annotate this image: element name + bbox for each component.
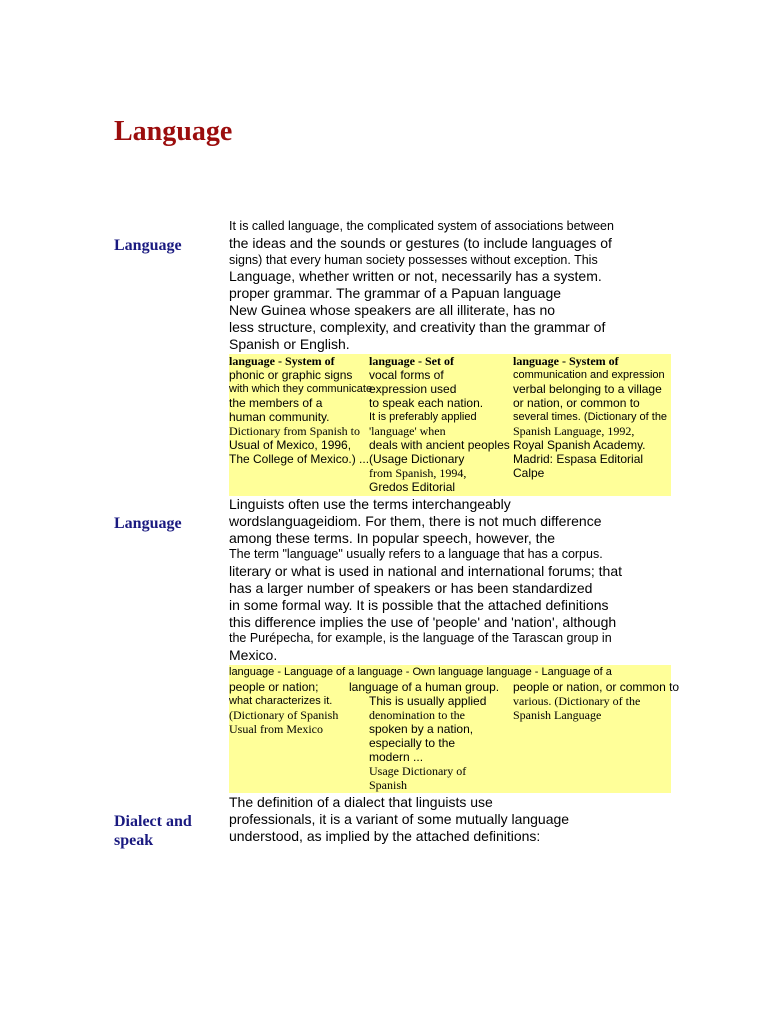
definition-line: with which they communicate [229,383,373,395]
paragraph-line: proper grammar. The grammar of a Papuan language [229,285,562,302]
definition-line: people or nation, or common to [513,680,680,694]
definition-line: (Usage Dictionary [369,452,465,466]
definition-column [369,680,486,792]
definition-line: spoken by a nation, [369,722,474,736]
paragraph-line: the ideas and the sounds or gestures (to include languages of [229,234,612,251]
definition-line: deals with ancient peoples [369,438,510,452]
definition-line: to speak each nation. [369,396,484,410]
definition-line: modern ... [369,750,424,764]
definition-column [229,680,338,736]
definition-line: Usual of Mexico, 1996, [229,438,352,452]
paragraph-line: The definition of a dialect that linguists use [229,794,493,810]
definition-line: Spanish Language [513,708,602,722]
definition-line: Usage Dictionary of [369,764,467,778]
section-paragraph [229,496,674,664]
definition-line: verbal belonging to a village [513,382,662,396]
definitions-table [229,354,671,496]
definition-line: It is preferably applied [369,411,477,423]
paragraph-line: Spanish or English. [229,335,350,352]
definition-line: vocal forms of [369,368,444,382]
paragraph-line: less structure, complexity, and creativity than the grammar of [229,318,606,335]
paragraph-line: wordslanguageidiom. For them, there is not much difference [229,512,602,529]
definition-line: Usual from Mexico [229,722,323,736]
definition-line: denomination to the [369,708,465,722]
definitions-top-line-wrap [229,665,612,679]
paragraph-line: Linguists often use the terms interchangeably [229,496,511,512]
section-paragraph [229,218,674,352]
paragraph-line: the Purépecha, for example, is the language of the Tarascan group in [229,631,612,646]
definition-column [369,354,510,494]
paragraph-line: in some formal way. It is possible that the attached definitions [229,596,609,613]
definition-line: Spanish Language, 1992, [513,424,635,438]
definition-line: Gredos Editorial [369,480,456,494]
definition-line: language - System of [513,354,619,368]
paragraph-line: New Guinea whose speakers are all illiterate, has no [229,301,556,318]
definition-line: various. (Dictionary of the [513,694,641,708]
definition-column-overlap [349,680,499,694]
definition-line: language - System of [229,354,335,368]
definition-line: people or nation; [229,680,319,694]
paragraph-line: among these terms. In popular speech, however, the [229,529,556,546]
paragraph-line: understood, as implied by the attached definitions: [229,827,541,844]
paragraph-line: signs) that every human society possesses without exception. This [229,252,598,267]
paragraph-line: Mexico. [229,647,278,664]
paragraph-line: It is called language, the complicated system of associations between [229,219,614,233]
definition-line: Royal Spanish Academy. [513,438,646,452]
paragraph-line: literary or what is used in national and international forums; that [229,563,622,580]
definition-line: expression used [369,382,457,396]
definition-line: several times. (Dictionary of the [513,411,668,423]
paragraph-line: this difference implies the use of 'people' and 'nation', although [229,613,617,630]
definition-line: or nation, or common to [513,396,640,410]
definition-line: This is usually applied [369,694,487,708]
definition-line: language - Language of a language - Own language language - Language of a [229,666,612,678]
paragraph-line: Language, whether written or not, necessarily has a system. [229,268,602,285]
definition-line: Calpe [513,466,545,480]
definition-line: phonic or graphic signs [229,368,353,382]
paragraph-line: has a larger number of speakers or has been standardized [229,579,593,596]
section-heading-language: Language [114,515,182,532]
section-heading-language: Language [114,237,182,254]
definition-line: human community. [229,410,330,424]
section-heading-dialect: Dialect and speak [114,813,192,849]
definition-line: language of a human group. [349,680,500,694]
definition-line: 'language' when [369,424,446,438]
definition-line: (Dictionary of Spanish [229,708,339,722]
definition-line: from Spanish, 1994, [369,466,467,480]
definition-column [513,354,667,480]
definition-column [513,680,679,722]
definition-line: Dictionary from Spanish to [229,424,360,438]
definition-line: Madrid: Espasa Editorial [513,452,644,466]
definition-line: the members of a [229,396,323,410]
section-paragraph [229,794,674,844]
definitions-table [229,665,680,793]
definition-line: The College of Mexico.) ... [229,452,370,466]
definition-line: what characterizes it. [229,695,333,707]
definition-line: communication and expression [513,369,665,381]
definition-line: especially to the [369,736,456,750]
definition-column [229,354,372,466]
paragraph-line: professionals, it is a variant of some mutually language [229,810,570,827]
page-title: Language [114,116,233,147]
definition-line: Spanish [369,778,408,792]
definition-line: language - Set of [369,354,454,368]
paragraph-line: The term "language" usually refers to a language that has a corpus. [229,547,603,562]
